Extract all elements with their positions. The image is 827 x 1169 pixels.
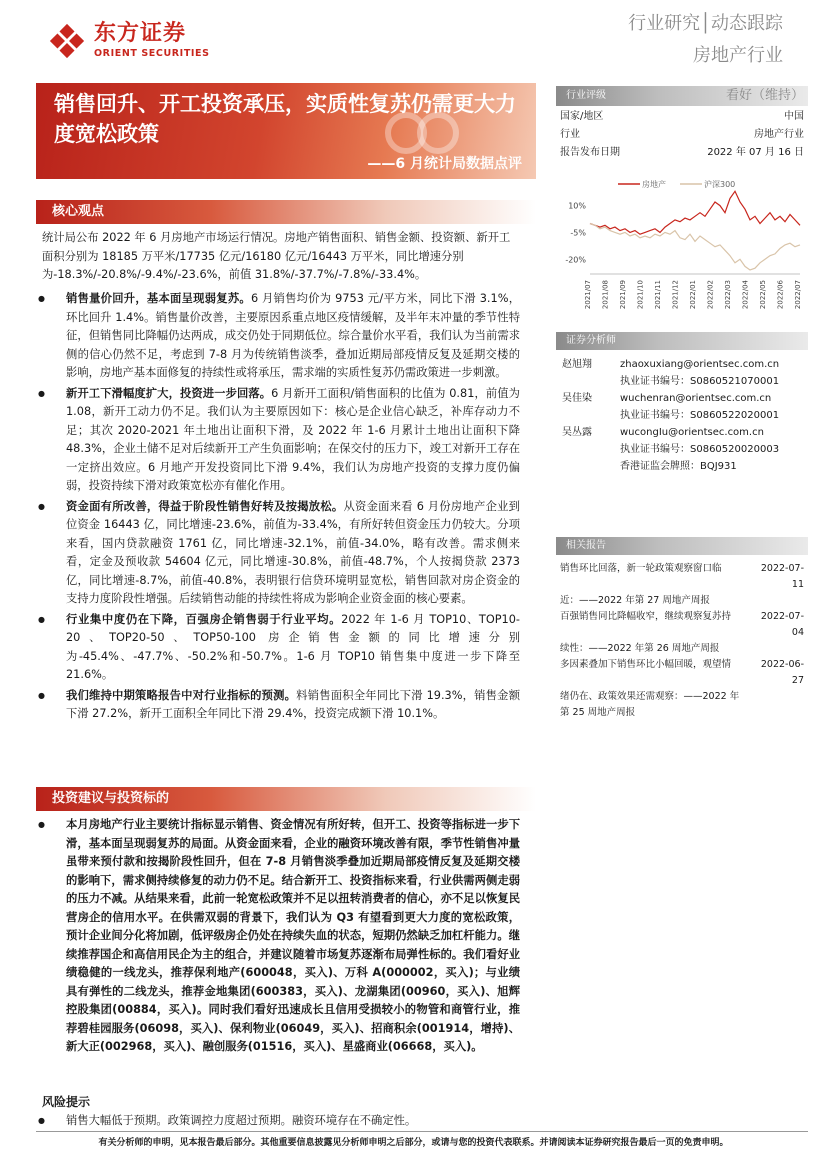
core-bullets [54,290,520,726]
report-category: 行业研究│动态跟踪 [628,13,783,34]
chart-svg [556,172,808,322]
info-row: 国家/地区 中国 [560,111,804,122]
x-tick-label: 2021/09 [619,280,627,310]
y-tick-label: -5% [570,228,586,238]
analyst-row: 赵旭翔 zhaoxuxiang@orientsec.com.cn [562,359,780,370]
related-label: 相关报告 [566,540,606,551]
x-tick-label: 2022/07 [794,280,802,310]
analyst-row: 香港证监会牌照：BQJ931 [620,461,737,472]
analyst-row: 吴佳染 wuchenran@orientsec.com.cn [562,393,772,404]
core-bullet: ● 行业集中度仍在下降，百强房企销售弱于行业平均。2022 年 1-6 月 TOP10、TOP10-20、TOP20-50、TOP50-100 房企销售金额的同比增速分别为-45.4%、-47.7%、-50.2%和-50.7%。1-6 月 TOP10 销售集中度进一步下降至 21.6%。 [54,611,520,685]
section-invest: 投资建议与投资标的 [36,787,536,811]
analyst-label: 证券分析师 [566,335,616,346]
core-bullet: ● 销售量价回升，基本面呈现弱复苏。6 月销售均价为 9753 元/平方米，同比下滑 3.1%，环比回升 1.4%。销售量价改善，主要原因系重点地区疫情缓解，及半年末冲量的季节性特征，但销售同比降幅仍达两成，成交仍处于同期低位。综合量价水平看，我们认为当前需求侧的信心仍然不足，考虑到 7-8 月为传统销售淡季，叠加近期局部疫情反复及延期交楼的影响，房地产基本面修复的持续性或将承压，需求端的实质性复苏仍需政策进一步刺激。 [54,290,520,383]
footer-disclaimer: 有关分析师的申明，见本报告最后部分。其他重要信息披露见分析师申明之后部分，或请与您的投资代表联系。并请阅读本证券研究报告最后一页的免责申明。 [98,1138,729,1148]
core-bullet: ● 新开工下滑幅度扩大，投资进一步回落。6 月新开工面积/销售面积的比值为 0.81，前值为 1.08，新开工动力仍不足。我们认为主要原因如下：核心是企业信心缺乏，补库存动力不足；其次 2020-2021 年土地出让面积下滑，及 2022 年 1-6 月累计土地出让面积下降 48.3%，企业土储不足对后续新开工产生负面影响；在保交付的压力下，竣工对新开工存在一定挤出效应。6 月地产开发投资同比下滑 9.4%，我们认为房地产投资的支撑力度仍偏弱，投资持续下滑对政策宽松亦有催化作用。 [54,385,520,496]
analyst-row: 执业证书编号：S0860520020003 [620,444,780,455]
analyst-row: 吴丛露 wucongIu@orientsec.com.cn [562,427,764,438]
section-risk: 风险提示 [42,1095,91,1109]
title-banner [36,83,536,179]
x-tick-label: 2022/03 [724,280,732,310]
info-row: 报告发布日期 2022 年 07 月 16 日 [560,147,804,158]
x-tick-label: 2021/08 [601,280,610,310]
logo-cn-text: 东方证券 [94,21,187,46]
legend-label: 沪深300 [704,180,736,189]
analyst-panel [556,332,808,475]
rating-label: 行业评级 [566,90,606,101]
x-tick-label: 2022/06 [776,280,785,310]
intro-paragraph: 统计局公布 2022 年 6 月房地产市场运行情况。房地产销售面积、销售金额、投资额、新开工面积分别为 18185 万平米/17735 亿元/16180 亿元/16443 万平米，同比增速分别为-18.3%/-20.8%/-9.4%/-23.6%，前值 31.8%/-37.7%/-7.8%/-33.4%。 [42,231,511,281]
x-tick-label: 2022/05 [759,280,767,310]
x-tick-label: 2022/04 [741,280,750,310]
report-industry: 房地产行业 [693,45,783,66]
footer-divider [36,1131,808,1132]
company-logo [48,22,210,60]
invest-paragraph: ● 本月房地产行业主要统计指标显示销售、资金情况有所好转，但开工、投资等指标进一步下滑，基本面呈现弱复苏的局面。从资金面来看，企业的融资环境改善有限，季节性销售冲量虽带来预付款和按揭阶段性回升，但在 7-8 月销售淡季叠加近期局部疫情反复及延期交楼的影响下，需求侧持续修复的动力仍不足。结合新开工、投资指标来看，行业供需两侧走弱的压力不减。从结果来看，此前一轮宽松政策并不足以扭转消费者的信心，亦不足以恢复民营房企的信用水平。在供需双弱的背景下，我们认为 Q3 有望看到更大力度的宽松政策，预计企业间分化将加剧，低评级房企仍处在持续失血的状态，短期仍然缺乏加杠杆能力。继续推荐国企和高信用民企为主的组合，并建议随着市场复苏逐渐布局弹性标的。我们看好业绩稳健的一线龙头，推荐保利地产(600048，买入)、万科 A(000002，买入)；与业绩具有弹性的二线龙头，推荐金地集团(600383，买入)、龙湖集团(00960，买入)、旭辉控股集团(00884，买入)。同时我们看好迅速成长且信用受损较小的物管和商管行业，推荐碧桂园服务(06098，买入)、保利物业(06049，买入)、招商积余(001914，增持)、新大正(002968，买入)、融创服务(01516，买入)、星盛商业(06668，买入)。 [54,816,520,1057]
x-tick-label: 2021/10 [636,280,645,310]
x-tick-label: 2021/07 [584,280,592,310]
related-report-item[interactable]: 多因素叠加下销售环比小幅回暖，观望情 2022-06-27 绪仍在、政策效果还需观察：——2022 年 第 25 周地产周报 [560,659,804,718]
y-tick-label: -20% [565,255,586,265]
performance-chart [556,172,808,322]
orient-logo-icon [48,22,86,60]
legend-label: 房地产 [642,180,666,189]
series-line [590,191,800,234]
rating-panel [556,86,808,162]
related-panel [556,537,808,721]
logo-en-text: ORIENT SECURITIES [94,48,210,59]
related-report-item[interactable]: 销售环比回落，新一轮政策观察窗口临 2022-07-11 近：——2022 年第 27 周地产周报 [560,563,804,606]
risk-paragraph: ● 销售大幅低于预期。政策调控力度超过预期。融资环境存在不确定性。 [54,1112,520,1131]
related-report-item[interactable]: 百强销售同比降幅收窄，继续观察复苏持 2022-07-04 续性：——2022 年第 26 周地产周报 [560,611,804,654]
x-tick-label: 2022/01 [689,280,697,310]
core-bullet: ● 我们维持中期策略报告中对行业指标的预测。料销售面积全年同比下滑 19.3%，销售金额下滑 27.2%，新开工面积全年同比下滑 29.4%，投资完成额下滑 10.1%。 [54,687,520,724]
report-subtitle: ——6 月统计局数据点评 [367,156,522,172]
x-tick-label: 2022/02 [706,280,715,310]
report-title: 销售回升、开工投资承压，实质性复苏仍需更大力度宽松政策 [54,92,516,146]
x-tick-label: 2021/12 [671,280,680,310]
analyst-row: 执业证书编号：S0860522020001 [620,410,780,421]
section-core: 核心观点 [36,200,536,224]
core-bullet: ● 资金面有所改善，得益于阶段性销售好转及按揭放松。从资金面来看 6 月份房地产企业到位资金 16443 亿，同比增速-23.6%，前值为-33.4%，有所好转但资金压力仍较大。分项来看，国内贷款融资 1761 亿，同比增速-32.1%，前值-34.0%，略有改善。需求侧来看，定金及预收款 54604 亿元，同比增速-30.8%，前值-48.7%，个人按揭贷款 2373 亿，同比增速-8.7%，前值-40.8%，表明银行信贷环境明显宽松，销售回款对房企资金的支持力度阶段性增强。后续销售动能的持续性将成为影响企业资金面的核心要素。 [54,498,520,609]
y-tick-label: 10% [568,201,586,211]
info-row: 行业 房地产行业 [560,129,804,140]
analyst-row: 执业证书编号：S0860521070001 [620,376,780,387]
x-tick-label: 2021/11 [654,280,662,310]
rating-value: 看好（维持） [725,88,804,103]
